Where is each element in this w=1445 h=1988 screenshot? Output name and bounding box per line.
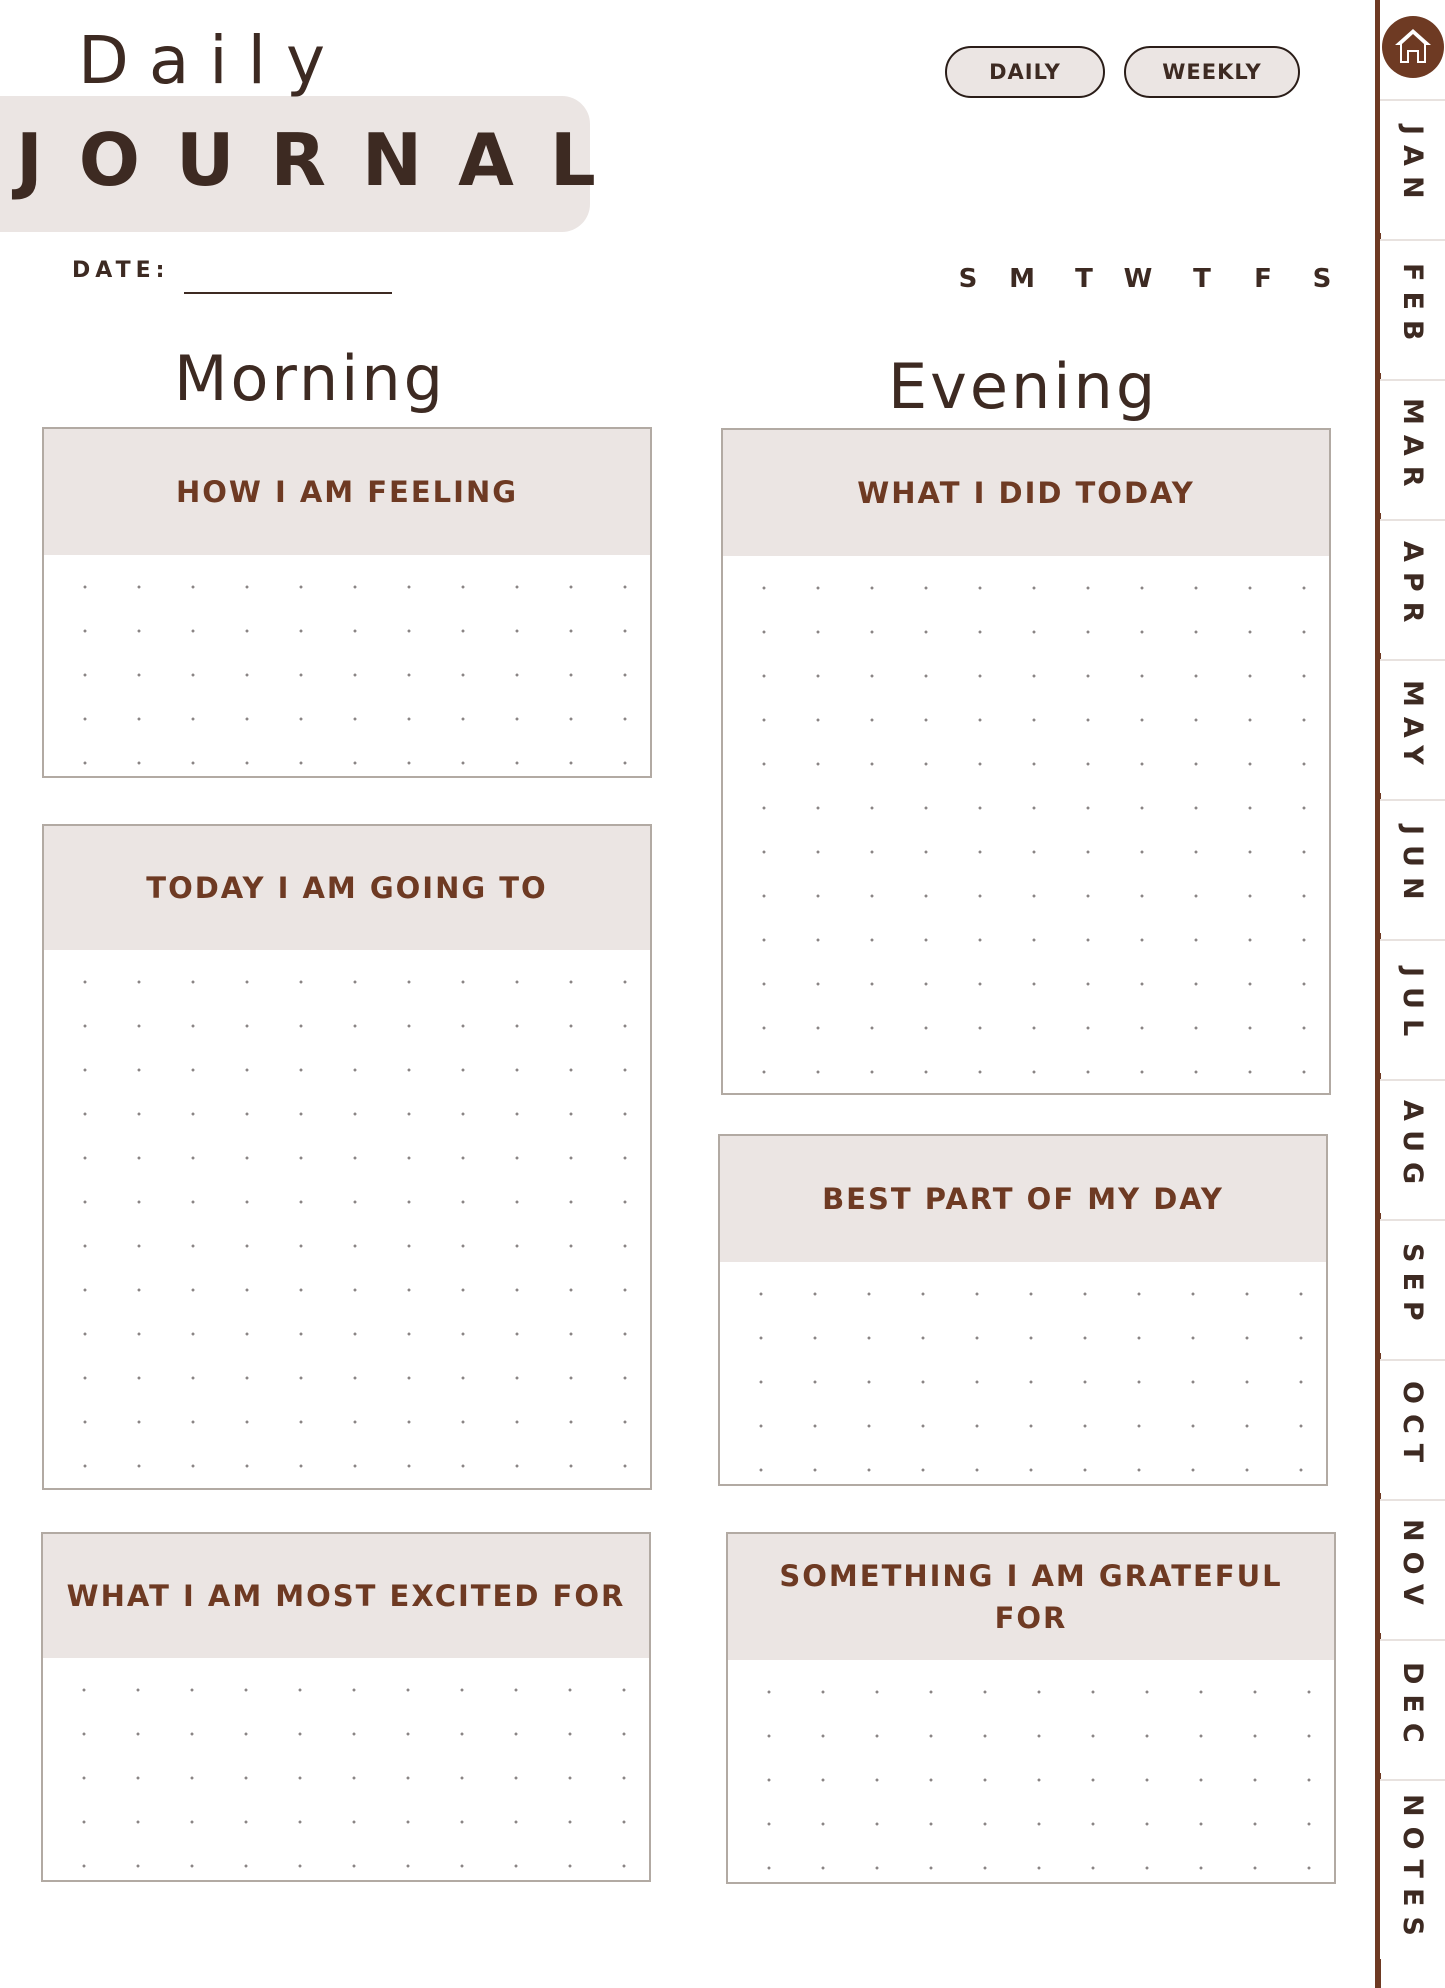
tab-jul[interactable] <box>1380 939 1445 1073</box>
tab-jul-label: JUL <box>1397 967 1428 1047</box>
tab-dec-label: DEC <box>1397 1661 1428 1753</box>
going-to-card <box>42 824 652 1490</box>
tab-sep-label: SEP <box>1397 1243 1428 1331</box>
tab-mar[interactable] <box>1380 379 1445 513</box>
excited-card <box>41 1532 651 1882</box>
excited-card-title: WHAT I AM MOST EXCITED FOR <box>43 1534 649 1658</box>
weekday-sunday[interactable]: S <box>958 264 978 294</box>
tab-jan-label: JAN <box>1397 125 1428 209</box>
did-today-card <box>721 428 1331 1095</box>
best-part-card <box>718 1134 1328 1486</box>
weekly-button[interactable]: WEEKLY <box>1124 46 1300 98</box>
tab-may-label: MAY <box>1397 679 1428 775</box>
weekday-saturday[interactable]: S <box>1312 264 1332 294</box>
page-title: JOURNAL <box>16 118 632 202</box>
tab-jun-label: JUN <box>1397 824 1428 910</box>
did-today-card-title: WHAT I DID TODAY <box>723 430 1329 556</box>
tab-nov-label: NOV <box>1397 1519 1428 1615</box>
best-part-card-title: BEST PART OF MY DAY <box>720 1136 1326 1262</box>
tab-apr[interactable] <box>1380 519 1445 653</box>
tab-apr-label: APR <box>1397 541 1428 633</box>
feeling-card-title: HOW I AM FEELING <box>44 429 650 555</box>
tab-jan[interactable] <box>1380 99 1445 233</box>
tab-nov[interactable] <box>1380 1499 1445 1633</box>
feeling-card <box>42 427 652 778</box>
tab-feb-label: FEB <box>1397 263 1428 351</box>
home-icon[interactable] <box>1382 16 1444 78</box>
tab-sep[interactable] <box>1380 1219 1445 1353</box>
weekday-tuesday[interactable]: T <box>1075 264 1093 294</box>
tab-oct-label: OCT <box>1397 1381 1428 1473</box>
grateful-card <box>726 1532 1336 1884</box>
daily-button[interactable]: DAILY <box>945 46 1105 98</box>
weekday-monday[interactable]: M <box>1009 264 1035 294</box>
morning-heading: Morning <box>174 342 446 415</box>
tab-notes-label: NOTES <box>1397 1794 1428 1946</box>
tab-notes[interactable] <box>1380 1779 1445 1959</box>
date-label: DATE: <box>72 258 170 283</box>
excited-notes-area[interactable] <box>43 1658 649 1880</box>
weekday-friday[interactable]: F <box>1254 264 1272 294</box>
date-field[interactable] <box>184 292 392 294</box>
grateful-notes-area[interactable] <box>728 1660 1334 1882</box>
evening-heading: Evening <box>888 350 1159 423</box>
going-to-notes-area[interactable] <box>44 950 650 1488</box>
going-to-card-title: TODAY I AM GOING TO <box>44 826 650 950</box>
grateful-card-title: SOMETHING I AM GRATEFUL FOR <box>728 1534 1334 1660</box>
did-today-notes-area[interactable] <box>723 556 1329 1093</box>
tab-dec[interactable] <box>1380 1639 1445 1773</box>
tab-oct[interactable] <box>1380 1359 1445 1493</box>
tab-may[interactable] <box>1380 659 1445 793</box>
best-part-notes-area[interactable] <box>720 1262 1326 1484</box>
tab-feb[interactable] <box>1380 239 1445 373</box>
page-subtitle: Daily <box>78 22 345 99</box>
tab-aug-label: AUG <box>1397 1099 1428 1195</box>
tab-aug[interactable] <box>1380 1079 1445 1213</box>
weekday-wednesday[interactable]: W <box>1123 264 1153 294</box>
feeling-notes-area[interactable] <box>44 555 650 776</box>
weekday-thursday[interactable]: T <box>1193 264 1211 294</box>
tab-mar-label: MAR <box>1397 397 1428 497</box>
tab-jun[interactable] <box>1380 799 1445 933</box>
